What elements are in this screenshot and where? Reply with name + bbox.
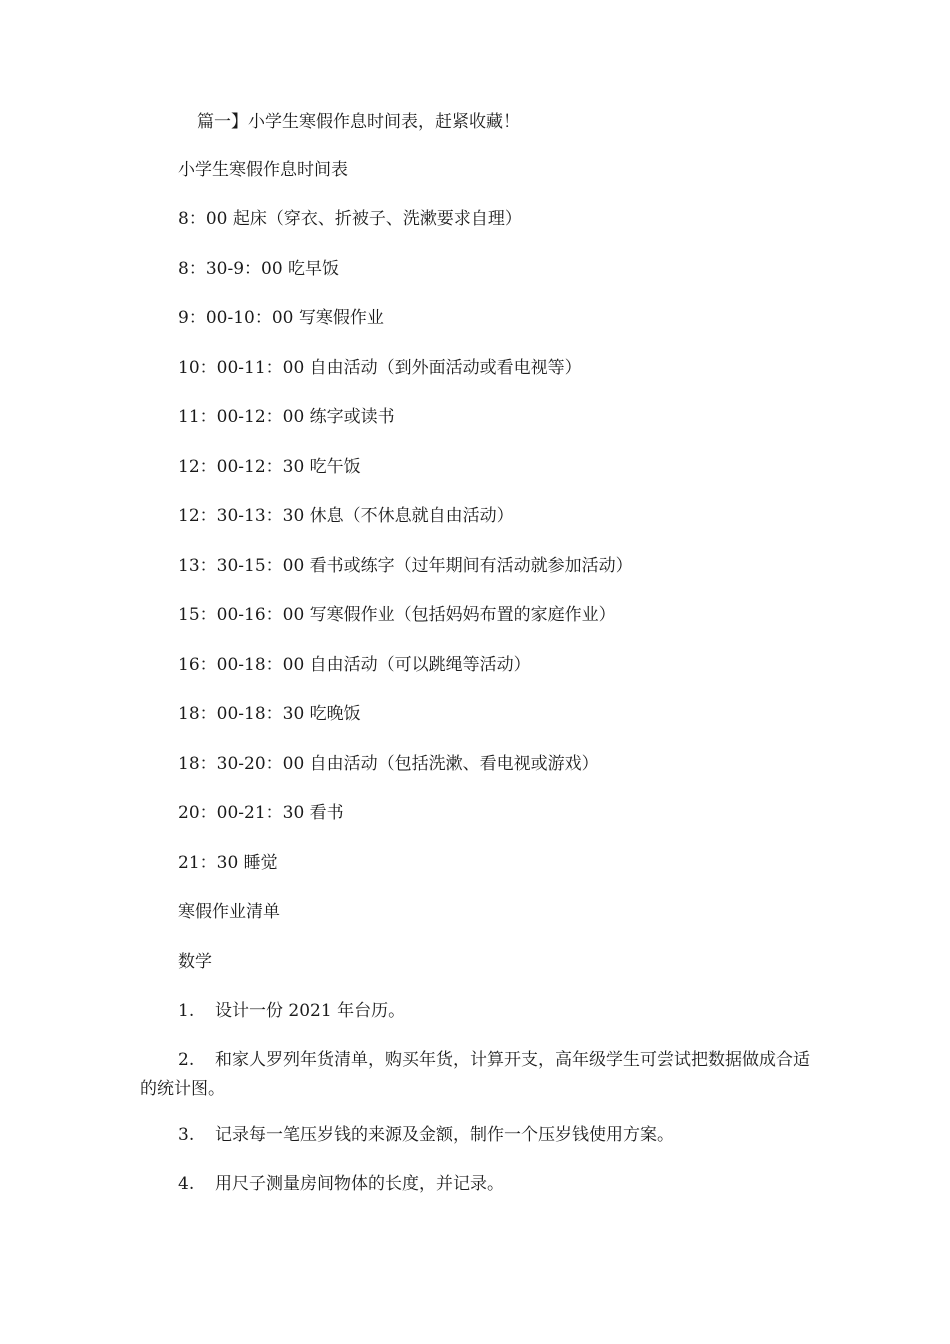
schedule-item: 9：00-10：00 写寒假作业	[178, 308, 384, 328]
schedule-item: 16：00-18：00 自由活动（可以跳绳等活动）	[178, 655, 531, 675]
document-title: 篇一】小学生寒假作息时间表，赶紧收藏！	[197, 112, 520, 132]
schedule-item: 13：30-15：00 看书或练字（过年期间有活动就参加活动）	[178, 556, 633, 576]
homework-heading: 寒假作业清单	[178, 902, 280, 922]
task-text: 记录每一笔压岁钱的来源及金额，制作一个压岁钱使用方案。	[215, 1125, 674, 1145]
schedule-item: 20：00-21：30 看书	[178, 803, 344, 823]
task-item	[140, 1046, 820, 1104]
task-number: 3.	[178, 1125, 195, 1145]
task-number: 4.	[178, 1174, 195, 1194]
schedule-item: 8：30-9：00 吃早饭	[178, 259, 340, 279]
schedule-item: 18：30-20：00 自由活动（包括洗漱、看电视或游戏）	[178, 754, 599, 774]
schedule-item: 15：00-16：00 写寒假作业（包括妈妈布置的家庭作业）	[178, 605, 616, 625]
schedule-item: 10：00-11：00 自由活动（到外面活动或看电视等）	[178, 358, 582, 378]
task-text: 用尺子测量房间物体的长度，并记录。	[215, 1174, 504, 1194]
schedule-item: 11：00-12：00 练字或读书	[178, 407, 395, 427]
task-item	[178, 1000, 405, 1022]
schedule-item: 12：30-13：30 休息（不休息就自由活动）	[178, 506, 514, 526]
schedule-item: 12：00-12：30 吃午饭	[178, 457, 361, 477]
task-text: 和家人罗列年货清单，购买年货，计算开支，高年级学生可尝试把数据做成合适的统计图。	[140, 1050, 810, 1099]
schedule-item: 18：00-18：30 吃晚饭	[178, 704, 361, 724]
task-number	[140, 1050, 215, 1070]
task-number-label: 2.	[178, 1050, 195, 1070]
task-number: 1.	[178, 1001, 195, 1021]
schedule-item: 8：00 起床（穿衣、折被子、洗漱要求自理）	[178, 209, 522, 229]
task-item	[178, 1173, 504, 1195]
task-text: 设计一份 2021 年台历。	[215, 1001, 406, 1021]
subject-heading: 数学	[178, 952, 212, 972]
schedule-item: 21：30 睡觉	[178, 853, 278, 873]
task-item	[178, 1124, 674, 1146]
schedule-heading: 小学生寒假作息时间表	[178, 160, 348, 180]
